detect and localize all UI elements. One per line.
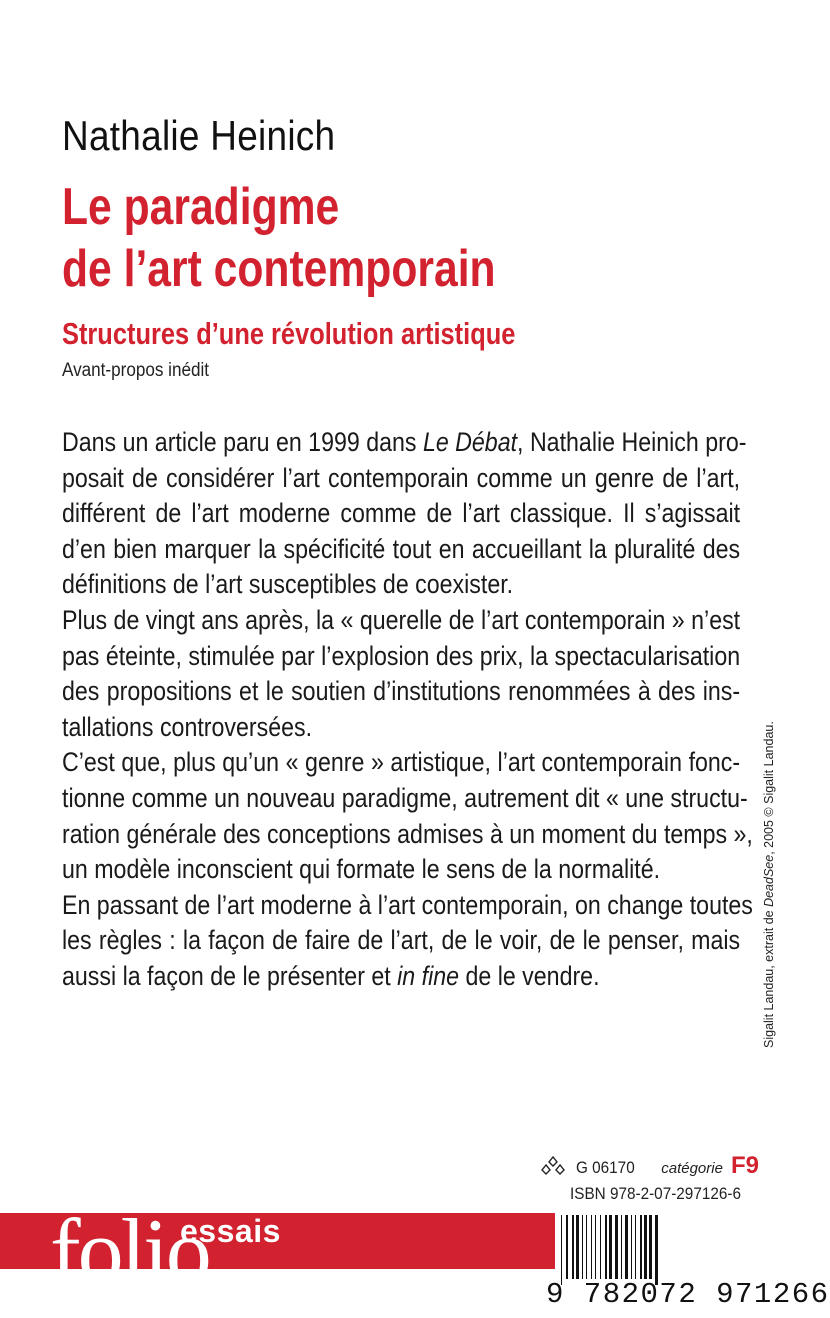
title-line-2: de l’art contemporain [62,240,496,298]
barcode-bar [566,1215,568,1279]
credit-prefix: Sigalit Landau, extrait de [762,906,776,1048]
barcode-bar [649,1215,652,1279]
barcode-bar [591,1215,592,1279]
blurb-text-run: de le vendre. [459,960,600,991]
blurb-text-run: , Nathalie Heinich pro- [517,427,747,457]
blurb-line [62,745,740,781]
barcode-bar [621,1215,622,1279]
blurb-text-run: des propositions et le soutien d’institutions renommées à des ins- [62,676,741,707]
barcode-bar [561,1215,562,1285]
book-subtitle: Structures d’une révolution artistique [62,316,516,351]
catalog-code-row [540,1152,759,1180]
category-label: catégorie [661,1160,723,1177]
blurb-italic-text: Le Débat [422,427,518,457]
barcode-bar [615,1215,618,1279]
barcode-bar [595,1215,596,1279]
blurb-text-run: définitions de l’art susceptibles de coexister. [62,569,514,600]
blurb-text-run: C’est que, plus qu’un « genre » artistique, l’art contemporain fonc- [62,747,741,778]
blurb-line [62,567,740,603]
blurb-text-run: différent de l’art moderne comme de l’art classique. Il s’agissait [62,498,741,529]
isbn-number: ISBN 978-2-07-297126-6 [570,1184,741,1203]
barcode-bar [605,1215,607,1279]
barcode-bar [576,1215,579,1279]
credit-work: DeadSee [762,854,776,907]
blurb-line [62,532,740,568]
barcode-bar [644,1215,647,1279]
author-name: Nathalie Heinich [62,112,336,159]
barcode-bar [635,1215,636,1279]
barcode-bar [640,1215,642,1279]
blurb-italic-text: in fine [397,960,460,991]
barcode-bar [582,1215,583,1279]
essais-label: essais [180,1213,281,1249]
blurb-text-run: tionne comme un nouveau paradigme, autrement dit « une structu- [62,782,748,813]
blurb-text-run: les règles : la façon de faire de l’art, de le voir, de le penser, mais [62,925,741,956]
barcode-bar [655,1215,658,1285]
blurb-line [62,710,740,746]
barcode-digits: 9 782072 971266 [546,1278,830,1311]
barcode-bar [600,1215,601,1279]
blurb-line [62,461,740,497]
gallimard-logo-icon [540,1155,566,1177]
blurb-line [62,425,747,461]
blurb-text-run: ration générale des conceptions admises à un moment du temps », [62,818,753,849]
blurb-line [62,674,740,710]
title-line-1: Le paradigme [62,178,340,236]
blurb-line [62,959,740,995]
blurb-text-run: d’en bien marquer la spécificité tout en accueillant la pluralité des [62,533,741,564]
blurb-line [62,923,740,959]
book-title [62,176,496,300]
blurb-text-run: pas éteinte, stimulée par l’explosion des prix, la spectacularisation [62,640,741,671]
barcode-bar [625,1215,628,1279]
catalog-code: G 06170 [576,1158,635,1177]
blurb-line [62,603,740,639]
barcode-bar [586,1215,587,1279]
blurb-line [62,496,740,532]
blurb-text-run: un modèle inconscient qui formate le sens de la normalité. [62,854,661,885]
blurb-line [62,781,748,817]
barcode [555,1213,800,1285]
barcode-bar [609,1215,612,1279]
barcode-area [555,1213,800,1285]
blurb-text-run: aussi la façon de le présenter et [62,960,398,991]
blurb-line [62,852,740,888]
barcode-bar [631,1215,632,1279]
blurb-text-run: Plus de vingt ans après, la « querelle de l’art contemporain » n’est [62,604,741,635]
barcode-bar [572,1215,574,1279]
blurb-line [62,888,753,924]
folio-logo: folio [50,1200,209,1302]
credit-suffix: , 2005 © Sigalit Landau. [762,721,776,855]
blurb-text-run: tallations controversées. [62,711,313,742]
blurb-text [62,425,753,995]
category-value: F9 [730,1152,759,1179]
foreword-note: Avant-propos inédit [62,360,210,381]
blurb-text-run: Dans un article paru en 1999 dans [62,427,423,457]
blurb-line [62,817,753,853]
blurb-text-run: En passant de l’art moderne à l’art contemporain, on change toutes [62,889,753,920]
cover-credit [762,721,776,1048]
blurb-line [62,639,740,675]
blurb-text-run: posait de considérer l’art contemporain comme un genre de l’art, [62,462,741,493]
